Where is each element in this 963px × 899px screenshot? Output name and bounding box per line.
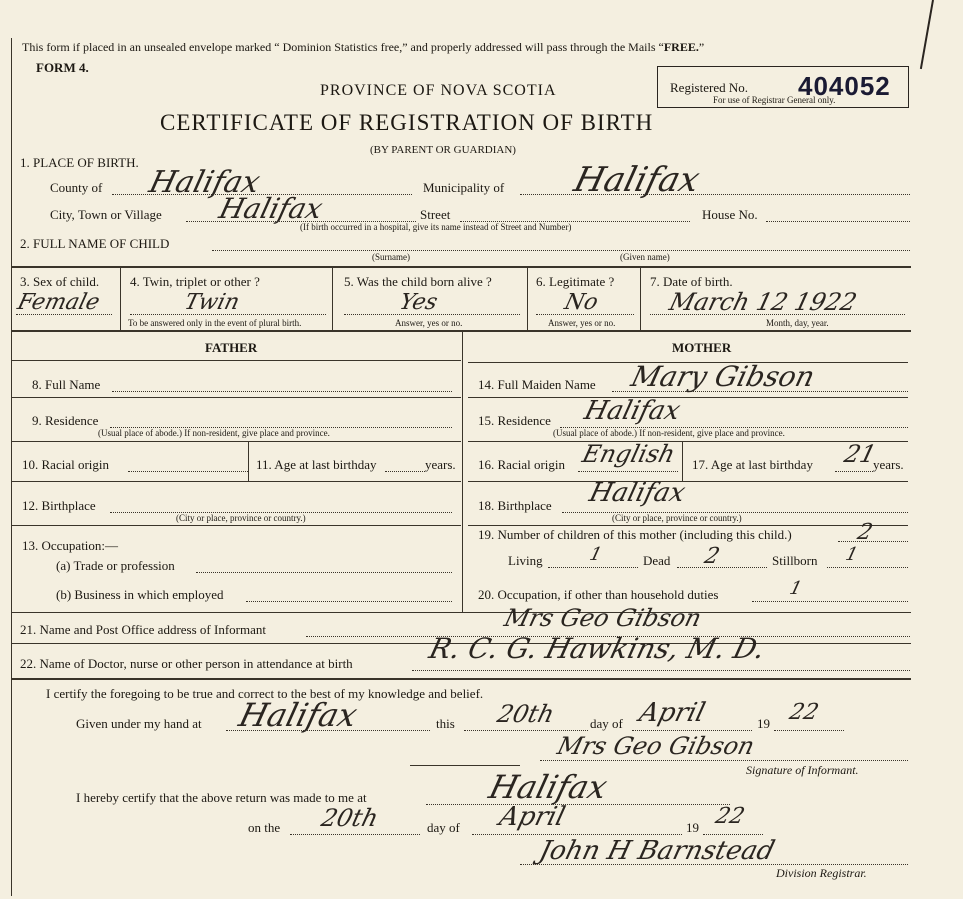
place-of-birth-label: 1. PLACE OF BIRTH. bbox=[20, 155, 139, 170]
registrar-day-value: 20th bbox=[318, 804, 382, 832]
dead-label: Dead bbox=[643, 553, 671, 568]
father-residence-label: 9. Residence bbox=[32, 413, 99, 428]
informant-label: 21. Name and Post Office address of Informant bbox=[20, 622, 266, 637]
father-residence-note: (Usual place of abode.) If non-resident, give place and province. bbox=[98, 428, 330, 438]
sex-value: Female bbox=[14, 290, 103, 315]
left-border bbox=[11, 38, 12, 896]
sex-label: 3. Sex of child. bbox=[20, 274, 100, 289]
city-value: Halifax bbox=[215, 192, 326, 225]
mail-notice bbox=[22, 40, 704, 55]
mother-residence-note: (Usual place of abode.) If non-resident, give place and province. bbox=[553, 428, 785, 438]
alive-note: Answer, yes or no. bbox=[395, 318, 463, 328]
alive-value: Yes bbox=[396, 290, 441, 315]
mother-racial-label: 16. Racial origin bbox=[478, 457, 566, 472]
mother-occupation-label: 20. Occupation, if other than household duties bbox=[478, 587, 719, 602]
registrar-signature-label: Division Registrar. bbox=[776, 866, 867, 880]
registrar-statement: I hereby certify that the above return was made to me at bbox=[76, 790, 367, 805]
legitimate-value: No bbox=[561, 290, 601, 315]
mail-notice-text: This form if placed in an unsealed envelope marked “ Dominion Statistics free,” and properly addressed will pass through the Mails “ bbox=[22, 40, 664, 54]
form-number: FORM 4. bbox=[36, 60, 89, 75]
father-birthplace-note: (City or place, province or country.) bbox=[176, 513, 306, 523]
living-value: 1 bbox=[587, 544, 605, 565]
stillborn-label: Stillborn bbox=[772, 553, 818, 568]
registrar-year-value: 22 bbox=[712, 804, 748, 829]
father-age-label: 11. Age at last birthday bbox=[256, 457, 377, 472]
child-name-label: 2. FULL NAME OF CHILD bbox=[20, 236, 170, 251]
county-value: Halifax bbox=[145, 165, 264, 200]
stillborn-value: 1 bbox=[843, 544, 861, 565]
county-label: County of bbox=[50, 180, 103, 195]
given-place-value: Halifax bbox=[235, 696, 362, 734]
father-age-years: years. bbox=[425, 457, 456, 472]
municipality-value: Halifax bbox=[570, 160, 704, 200]
certify-day-of-label: day of bbox=[590, 716, 623, 731]
given-name-label: (Given name) bbox=[620, 252, 670, 262]
mother-heading: MOTHER bbox=[672, 340, 732, 355]
this-label: this bbox=[436, 716, 455, 731]
informant-signature-label: Signature of Informant. bbox=[746, 763, 859, 777]
mother-racial-value: English bbox=[579, 440, 678, 468]
mother-residence-label: 15. Residence bbox=[478, 413, 551, 428]
father-full-name-label: 8. Full Name bbox=[32, 377, 101, 392]
mother-children-value: 2 bbox=[854, 520, 876, 545]
mail-notice-end: ” bbox=[698, 40, 705, 54]
mother-children-label: 19. Number of children of this mother (including this child.) bbox=[478, 527, 792, 542]
registered-label: Registered No. bbox=[670, 80, 748, 95]
mother-maiden-label: 14. Full Maiden Name bbox=[478, 377, 596, 392]
certify-year-value: 22 bbox=[786, 700, 822, 725]
twin-note: To be answered only in the event of plural birth. bbox=[128, 318, 302, 328]
father-trade-label: (a) Trade or profession bbox=[56, 558, 175, 573]
registered-number: 404052 bbox=[798, 71, 891, 101]
father-business-label: (b) Business in which employed bbox=[56, 587, 224, 602]
informant-signature: Mrs Geo Gibson bbox=[554, 732, 758, 760]
father-racial-label: 10. Racial origin bbox=[22, 457, 110, 472]
certificate-subtitle: (BY PARENT OR GUARDIAN) bbox=[370, 144, 516, 156]
dob-label: 7. Date of birth. bbox=[650, 274, 733, 289]
mother-birthplace-note: (City or place, province or country.) bbox=[612, 513, 742, 523]
father-occupation-label: 13. Occupation:— bbox=[22, 538, 119, 553]
legitimate-note: Answer, yes or no. bbox=[548, 318, 616, 328]
mother-residence-value: Halifax bbox=[581, 396, 684, 426]
father-heading: FATHER bbox=[205, 340, 258, 355]
street-note: (If birth occurred in a hospital, give its name instead of Street and Number) bbox=[300, 222, 572, 232]
mother-age-years: years. bbox=[873, 457, 904, 472]
given-under-label: Given under my hand at bbox=[76, 716, 202, 731]
informant-value: Mrs Geo Gibson bbox=[501, 604, 705, 632]
alive-label: 5. Was the child born alive ? bbox=[344, 274, 492, 289]
dob-note: Month, day, year. bbox=[766, 318, 829, 328]
registrar-place-value: Halifax bbox=[485, 768, 612, 806]
surname-label: (Surname) bbox=[372, 252, 410, 262]
legitimate-label: 6. Legitimate ? bbox=[536, 274, 615, 289]
mail-notice-free: FREE. bbox=[663, 40, 699, 54]
certificate-title: CERTIFICATE OF REGISTRATION OF BIRTH bbox=[160, 110, 654, 135]
mother-birthplace-value: Halifax bbox=[586, 478, 689, 508]
twin-value: Twin bbox=[181, 290, 243, 315]
house-label: House No. bbox=[702, 207, 758, 222]
dead-value: 2 bbox=[701, 544, 723, 569]
certify-year-prefix: 19 bbox=[757, 716, 770, 731]
father-birthplace-label: 12. Birthplace bbox=[22, 498, 96, 513]
mother-age-value: 21 bbox=[841, 440, 880, 468]
certify-month-value: April bbox=[636, 698, 709, 728]
registrar-day-of-label: day of bbox=[427, 820, 460, 835]
certify-day-value: 20th bbox=[494, 700, 558, 728]
mother-birthplace-label: 18. Birthplace bbox=[478, 498, 552, 513]
corner-mark bbox=[920, 0, 934, 69]
registrar-year-prefix: 19 bbox=[686, 820, 699, 835]
municipality-label: Municipality of bbox=[423, 180, 505, 195]
registered-box bbox=[657, 66, 909, 108]
mother-occupation-value: 1 bbox=[787, 578, 805, 599]
province-heading: PROVINCE OF NOVA SCOTIA bbox=[320, 82, 557, 99]
mother-age-label: 17. Age at last birthday bbox=[692, 457, 813, 472]
registrar-signature: John H Barnstead bbox=[536, 836, 778, 866]
city-label: City, Town or Village bbox=[50, 207, 162, 222]
doctor-value: R. C. G. Hawkins, M. D. bbox=[425, 632, 769, 665]
on-the-label: on the bbox=[248, 820, 281, 835]
living-label: Living bbox=[508, 553, 543, 568]
doctor-label: 22. Name of Doctor, nurse or other person in attendance at birth bbox=[20, 656, 353, 671]
mother-maiden-value: Mary Gibson bbox=[627, 360, 819, 393]
twin-label: 4. Twin, triplet or other ? bbox=[130, 274, 260, 289]
registrar-month-value: April bbox=[496, 802, 569, 832]
registrar-note: For use of Registrar General only. bbox=[713, 95, 836, 105]
street-label: Street bbox=[420, 207, 451, 222]
certify-statement: I certify the foregoing to be true and correct to the best of my knowledge and belief. bbox=[46, 686, 484, 701]
dob-value: March 12 1922 bbox=[666, 288, 860, 316]
